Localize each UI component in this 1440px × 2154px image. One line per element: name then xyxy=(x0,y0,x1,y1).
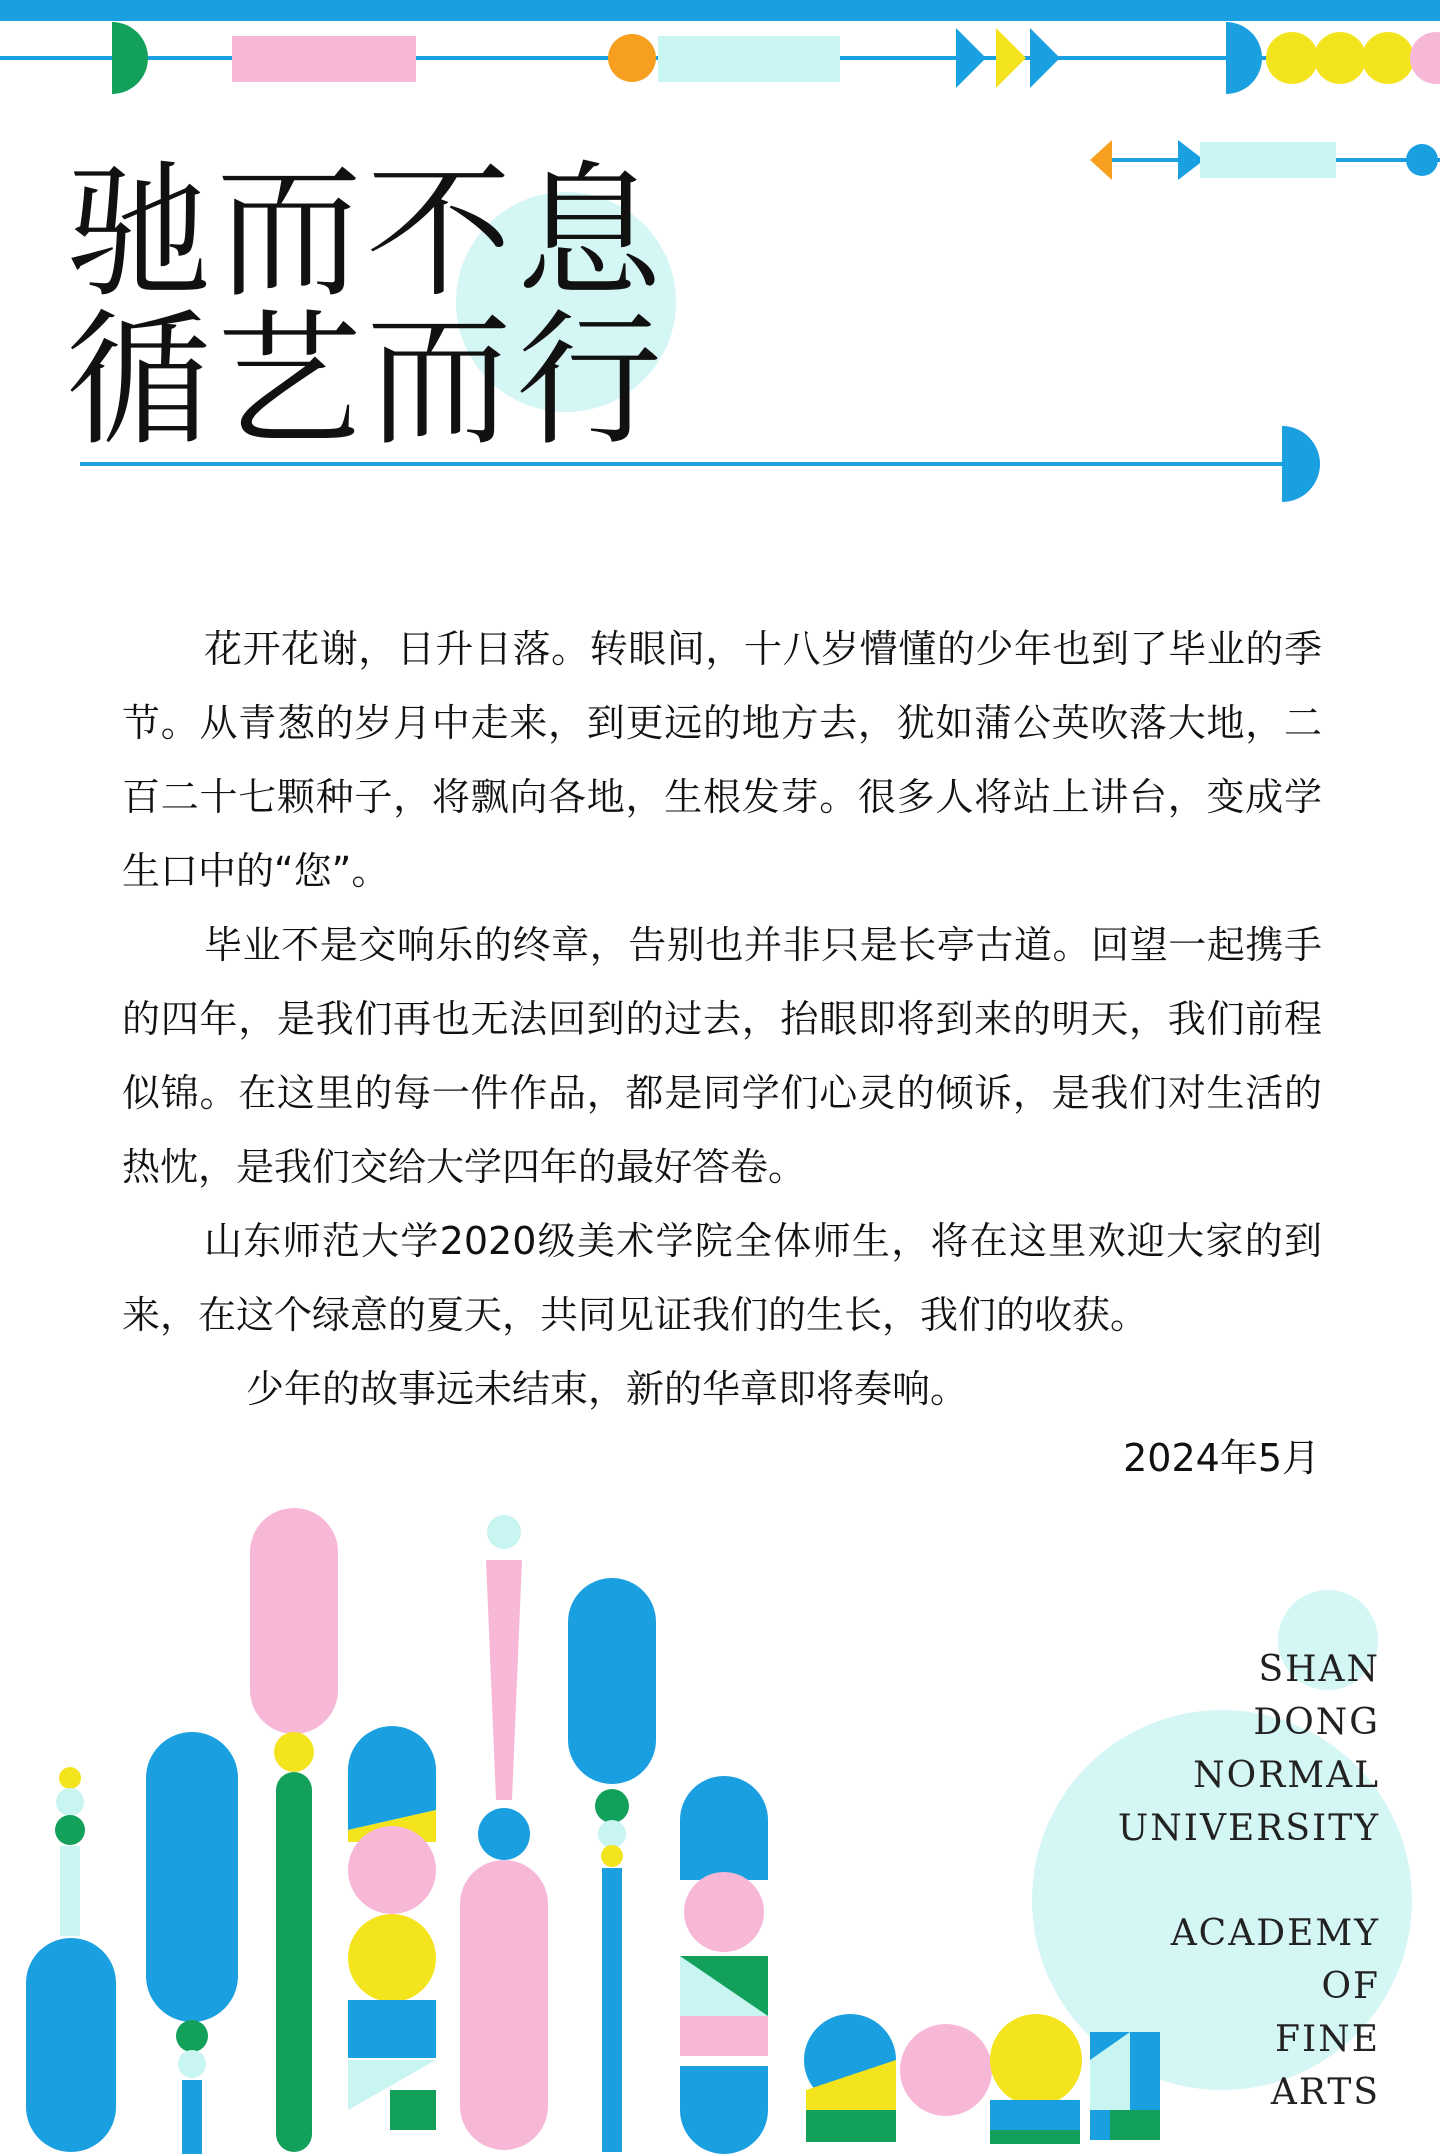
letter-paragraph-3: 山东师范大学2020级美术学院全体师生，将在这里欢迎大家的到来，在这个绿意的夏天，共同见证我们的生长，我们的收获。 xyxy=(122,1219,1322,1337)
blue-pill-left xyxy=(26,1938,116,2152)
english-line-university: UNIVERSITY xyxy=(1117,1808,1380,1849)
blue-arrow-2 xyxy=(1030,28,1060,88)
yellow-dot-2 xyxy=(1314,32,1366,84)
letter-paragraph-2: 毕业不是交响乐的终章，告别也并非只是长亭古道。回望一起携手的四年，是我们再也无法回到的过去，抬眼即将到来的明天，我们前程似锦。在这里的每一件作品，都是同学们心灵的倾诉，是我们对生活的热忱，是我们交给大学四年的最好答卷。 xyxy=(122,923,1322,1189)
pink-pill xyxy=(250,1508,338,1734)
english-line-dong: DONG xyxy=(1253,1702,1380,1743)
letter-paragraph-4: 少年的故事远未结束，新的华章即将奏响。 xyxy=(246,1367,969,1411)
yellow-arrow xyxy=(996,28,1026,88)
orange-dot xyxy=(608,34,656,82)
pink-dot xyxy=(1410,32,1440,84)
pink-rectangle xyxy=(232,36,416,82)
english-line-of: OF xyxy=(1321,1966,1380,2007)
english-line-normal: NORMAL xyxy=(1193,1755,1380,1796)
blue-dot-small xyxy=(1406,144,1438,176)
cyan-rectangle xyxy=(658,36,840,82)
letter-paragraph-1: 花开花谢，日升日落。转眼间，十八岁懵懂的少年也到了毕业的季节。从青葱的岁月中走来，到更远的地方去，犹如蒲公英吹落大地，二百二十七颗种子，将飘向各地，生根发芽。很多人将站上讲台，变成学生口中的“您”。 xyxy=(122,627,1322,893)
yellow-dot-1 xyxy=(1266,32,1318,84)
underline-half-circle xyxy=(1282,426,1320,502)
letter-body xyxy=(122,612,1322,1426)
letter-date: 2024年5月 xyxy=(1123,1436,1320,1480)
title-line-1: 驰而不息 xyxy=(66,148,666,318)
blue-half-circle xyxy=(1226,22,1262,94)
yellow-dot-3 xyxy=(1362,32,1414,84)
english-line-arts: ARTS xyxy=(1270,2072,1380,2113)
orange-arrow xyxy=(1090,140,1112,180)
title-line-2: 循艺而行 xyxy=(66,296,666,466)
blue-arrow-1 xyxy=(956,28,986,88)
pink-pill-2 xyxy=(460,1860,548,2150)
cyan-rectangle-2 xyxy=(1200,142,1336,178)
english-line-shan: SHAN xyxy=(1258,1649,1380,1690)
blue-pill-2 xyxy=(146,1732,238,2022)
english-line-academy: ACADEMY xyxy=(1170,1913,1380,1954)
english-line-fine: FINE xyxy=(1275,2019,1380,2060)
blue-pill-3 xyxy=(568,1578,656,1784)
green-half-circle xyxy=(112,22,148,94)
